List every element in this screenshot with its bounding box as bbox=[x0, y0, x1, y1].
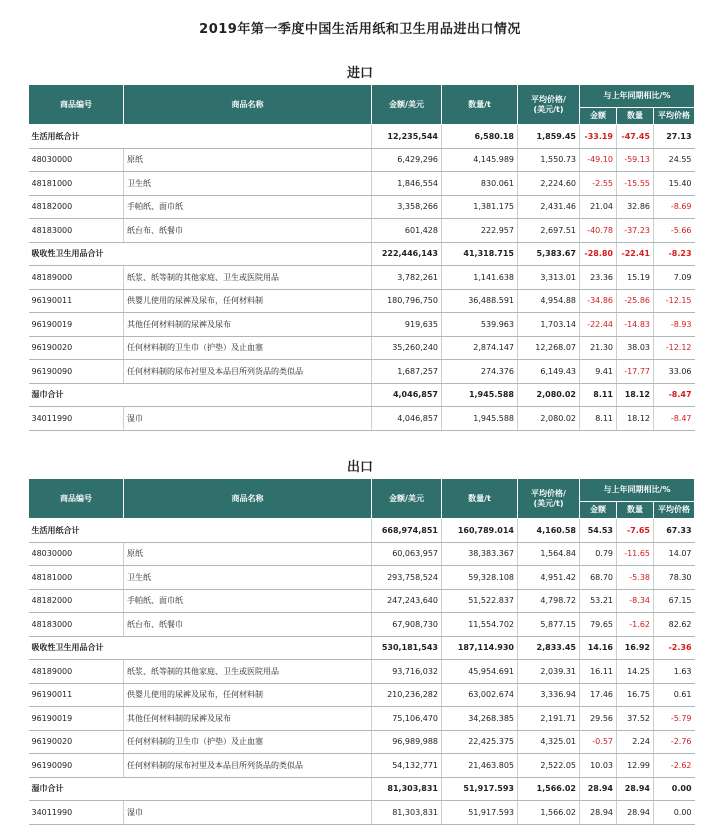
name-cell: 手帕纸、面巾纸 bbox=[124, 195, 372, 219]
name-cell: 原纸 bbox=[124, 148, 372, 172]
code-cell: 96190090 bbox=[29, 754, 124, 778]
yoy-qty-cell: 28.94 bbox=[617, 777, 654, 801]
amount-cell: 67,908,730 bbox=[372, 613, 442, 637]
yoy-amount-cell: 28.94 bbox=[580, 801, 617, 825]
yoy-price-cell: 7.09 bbox=[654, 266, 695, 290]
amount-cell: 35,260,240 bbox=[372, 336, 442, 360]
yoy-qty-cell: 12.99 bbox=[617, 754, 654, 778]
yoy-price-cell: -8.93 bbox=[654, 313, 695, 337]
name-cell: 卫生纸 bbox=[124, 172, 372, 196]
amount-cell: 4,046,857 bbox=[372, 407, 442, 431]
price-cell: 12,268.07 bbox=[518, 336, 580, 360]
yoy-qty-cell: 32.86 bbox=[617, 195, 654, 219]
yoy-amount-cell: 53.21 bbox=[580, 589, 617, 613]
table-row bbox=[29, 660, 695, 684]
yoy-amount-cell: 16.11 bbox=[580, 660, 617, 684]
amount-cell: 60,063,957 bbox=[372, 542, 442, 566]
price-cell: 4,954.88 bbox=[518, 289, 580, 313]
yoy-price-cell: 0.00 bbox=[654, 801, 695, 825]
table-row bbox=[29, 613, 695, 637]
yoy-price-cell: 27.13 bbox=[654, 125, 695, 149]
subtotal-label-cell: 生活用纸合计 bbox=[29, 125, 372, 149]
code-cell: 48181000 bbox=[29, 172, 124, 196]
table-row bbox=[29, 172, 695, 196]
amount-cell: 54,132,771 bbox=[372, 754, 442, 778]
qty-cell: 222.957 bbox=[442, 219, 518, 243]
yoy-qty-cell: -17.77 bbox=[617, 360, 654, 384]
name-cell: 任何材料制的卫生巾（护垫）及止血塞 bbox=[124, 730, 372, 754]
yoy-amount-cell: 23.36 bbox=[580, 266, 617, 290]
yoy-qty-cell: 38.03 bbox=[617, 336, 654, 360]
qty-cell: 160,789.014 bbox=[442, 519, 518, 543]
table-row bbox=[29, 148, 695, 172]
code-cell: 96190090 bbox=[29, 360, 124, 384]
name-cell: 纸浆、纸等制的其他家庭、卫生或医院用品 bbox=[124, 266, 372, 290]
yoy-qty-cell: 37.52 bbox=[617, 707, 654, 731]
subtotal-row bbox=[29, 519, 695, 543]
code-cell: 48183000 bbox=[29, 219, 124, 243]
header-amount: 金额/美元 bbox=[372, 85, 442, 125]
price-cell: 1,564.84 bbox=[518, 542, 580, 566]
price-cell: 2,431.46 bbox=[518, 195, 580, 219]
yoy-amount-cell: 21.04 bbox=[580, 195, 617, 219]
yoy-qty-cell: -5.38 bbox=[617, 566, 654, 590]
qty-cell: 1,141.638 bbox=[442, 266, 518, 290]
yoy-amount-cell: 79.65 bbox=[580, 613, 617, 637]
amount-cell: 601,428 bbox=[372, 219, 442, 243]
price-cell: 2,039.31 bbox=[518, 660, 580, 684]
qty-cell: 51,522.837 bbox=[442, 589, 518, 613]
code-cell: 48030000 bbox=[29, 542, 124, 566]
export-table bbox=[28, 478, 695, 825]
yoy-qty-cell: 14.25 bbox=[617, 660, 654, 684]
yoy-price-cell: -8.69 bbox=[654, 195, 695, 219]
price-cell: 1,703.14 bbox=[518, 313, 580, 337]
table-row bbox=[29, 407, 695, 431]
amount-cell: 3,358,266 bbox=[372, 195, 442, 219]
yoy-amount-cell: 10.03 bbox=[580, 754, 617, 778]
yoy-amount-cell: -22.44 bbox=[580, 313, 617, 337]
yoy-qty-cell: -11.65 bbox=[617, 542, 654, 566]
amount-cell: 1,846,554 bbox=[372, 172, 442, 196]
qty-cell: 6,580.18 bbox=[442, 125, 518, 149]
subtotal-label-cell: 湿巾合计 bbox=[29, 777, 372, 801]
price-cell: 2,833.45 bbox=[518, 636, 580, 660]
import-table bbox=[28, 84, 695, 431]
yoy-price-cell: -2.62 bbox=[654, 754, 695, 778]
yoy-qty-cell: 16.92 bbox=[617, 636, 654, 660]
name-cell: 纸台布、纸餐巾 bbox=[124, 219, 372, 243]
price-cell: 1,566.02 bbox=[518, 801, 580, 825]
header-qty: 数量/t bbox=[442, 479, 518, 519]
table-row bbox=[29, 801, 695, 825]
header-yoy-price: 平均价格 bbox=[654, 502, 695, 519]
yoy-amount-cell: -49.10 bbox=[580, 148, 617, 172]
code-cell: 34011990 bbox=[29, 801, 124, 825]
qty-cell: 22,425.375 bbox=[442, 730, 518, 754]
amount-cell: 919,635 bbox=[372, 313, 442, 337]
name-cell: 任何材料制的尿布衬里及本品目所列货品的类似品 bbox=[124, 360, 372, 384]
yoy-amount-cell: 28.94 bbox=[580, 777, 617, 801]
price-cell: 1,859.45 bbox=[518, 125, 580, 149]
yoy-price-cell: 33.06 bbox=[654, 360, 695, 384]
qty-cell: 41,318.715 bbox=[442, 242, 518, 266]
code-cell: 48182000 bbox=[29, 589, 124, 613]
qty-cell: 34,268.385 bbox=[442, 707, 518, 731]
yoy-qty-cell: -22.41 bbox=[617, 242, 654, 266]
table-row bbox=[29, 313, 695, 337]
yoy-amount-cell: 54.53 bbox=[580, 519, 617, 543]
price-cell: 4,325.01 bbox=[518, 730, 580, 754]
yoy-qty-cell: -47.45 bbox=[617, 125, 654, 149]
yoy-amount-cell: 8.11 bbox=[580, 407, 617, 431]
table-row bbox=[29, 542, 695, 566]
code-cell: 48182000 bbox=[29, 195, 124, 219]
section-title-export: 出口 bbox=[346, 460, 373, 475]
yoy-amount-cell: 8.11 bbox=[580, 383, 617, 407]
qty-cell: 11,554.702 bbox=[442, 613, 518, 637]
amount-cell: 293,758,524 bbox=[372, 566, 442, 590]
section-title-import: 进口 bbox=[346, 66, 373, 81]
header-yoy-qty: 数量 bbox=[617, 502, 654, 519]
code-cell: 48189000 bbox=[29, 266, 124, 290]
qty-cell: 274.376 bbox=[442, 360, 518, 384]
yoy-price-cell: 24.55 bbox=[654, 148, 695, 172]
price-cell: 5,877.15 bbox=[518, 613, 580, 637]
yoy-price-cell: -12.15 bbox=[654, 289, 695, 313]
yoy-qty-cell: 18.12 bbox=[617, 383, 654, 407]
qty-cell: 51,917.593 bbox=[442, 777, 518, 801]
qty-cell: 830.061 bbox=[442, 172, 518, 196]
yoy-qty-cell: -1.62 bbox=[617, 613, 654, 637]
yoy-price-cell: 15.40 bbox=[654, 172, 695, 196]
yoy-price-cell: -5.66 bbox=[654, 219, 695, 243]
yoy-qty-cell: 2.24 bbox=[617, 730, 654, 754]
yoy-price-cell: -8.47 bbox=[654, 407, 695, 431]
yoy-qty-cell: 15.19 bbox=[617, 266, 654, 290]
amount-cell: 4,046,857 bbox=[372, 383, 442, 407]
yoy-amount-cell: -0.57 bbox=[580, 730, 617, 754]
name-cell: 其他任何材料制的尿裤及尿布 bbox=[124, 707, 372, 731]
code-cell: 48189000 bbox=[29, 660, 124, 684]
header-price: 平均价格/ (美元/t) bbox=[518, 479, 580, 519]
price-cell: 2,080.02 bbox=[518, 383, 580, 407]
header-code: 商品编号 bbox=[29, 479, 124, 519]
code-cell: 48030000 bbox=[29, 148, 124, 172]
name-cell: 纸台布、纸餐巾 bbox=[124, 613, 372, 637]
header-yoy: 与上年同期相比/% bbox=[580, 85, 695, 108]
qty-cell: 38,383.367 bbox=[442, 542, 518, 566]
yoy-qty-cell: -25.86 bbox=[617, 289, 654, 313]
header-code: 商品编号 bbox=[29, 85, 124, 125]
price-cell: 1,550.73 bbox=[518, 148, 580, 172]
price-cell: 2,080.02 bbox=[518, 407, 580, 431]
yoy-qty-cell: -8.34 bbox=[617, 589, 654, 613]
yoy-qty-cell: -14.83 bbox=[617, 313, 654, 337]
yoy-price-cell: 82.62 bbox=[654, 613, 695, 637]
price-cell: 3,313.01 bbox=[518, 266, 580, 290]
qty-cell: 1,945.588 bbox=[442, 383, 518, 407]
subtotal-row bbox=[29, 125, 695, 149]
yoy-price-cell: -2.76 bbox=[654, 730, 695, 754]
price-cell: 4,160.58 bbox=[518, 519, 580, 543]
yoy-amount-cell: -28.80 bbox=[580, 242, 617, 266]
header-amount: 金额/美元 bbox=[372, 479, 442, 519]
name-cell: 任何材料制的尿布衬里及本品目所列货品的类似品 bbox=[124, 754, 372, 778]
qty-cell: 2,874.147 bbox=[442, 336, 518, 360]
yoy-amount-cell: -33.19 bbox=[580, 125, 617, 149]
qty-cell: 539.963 bbox=[442, 313, 518, 337]
yoy-amount-cell: -2.55 bbox=[580, 172, 617, 196]
amount-cell: 81,303,831 bbox=[372, 801, 442, 825]
name-cell: 供婴儿使用的尿裤及尿布，任何材料制 bbox=[124, 683, 372, 707]
subtotal-label-cell: 生活用纸合计 bbox=[29, 519, 372, 543]
price-cell: 4,951.42 bbox=[518, 566, 580, 590]
yoy-amount-cell: -40.78 bbox=[580, 219, 617, 243]
qty-cell: 1,381.175 bbox=[442, 195, 518, 219]
qty-cell: 1,945.588 bbox=[442, 407, 518, 431]
yoy-amount-cell: -34.86 bbox=[580, 289, 617, 313]
name-cell: 湿巾 bbox=[124, 407, 372, 431]
qty-cell: 59,328.108 bbox=[442, 566, 518, 590]
qty-cell: 4,145.989 bbox=[442, 148, 518, 172]
amount-cell: 222,446,143 bbox=[372, 242, 442, 266]
amount-cell: 96,989,988 bbox=[372, 730, 442, 754]
subtotal-label-cell: 吸收性卫生用品合计 bbox=[29, 636, 372, 660]
subtotal-row bbox=[29, 383, 695, 407]
amount-cell: 81,303,831 bbox=[372, 777, 442, 801]
table-row bbox=[29, 683, 695, 707]
table-row bbox=[29, 360, 695, 384]
code-cell: 96190020 bbox=[29, 730, 124, 754]
code-cell: 48181000 bbox=[29, 566, 124, 590]
yoy-price-cell: -5.79 bbox=[654, 707, 695, 731]
price-cell: 2,522.05 bbox=[518, 754, 580, 778]
price-cell: 4,798.72 bbox=[518, 589, 580, 613]
yoy-price-cell: 1.63 bbox=[654, 660, 695, 684]
yoy-price-cell: -12.12 bbox=[654, 336, 695, 360]
yoy-amount-cell: 9.41 bbox=[580, 360, 617, 384]
name-cell: 手帕纸、面巾纸 bbox=[124, 589, 372, 613]
yoy-price-cell: 67.33 bbox=[654, 519, 695, 543]
qty-cell: 45,954.691 bbox=[442, 660, 518, 684]
name-cell: 原纸 bbox=[124, 542, 372, 566]
header-name: 商品名称 bbox=[124, 479, 372, 519]
amount-cell: 180,796,750 bbox=[372, 289, 442, 313]
header-yoy-amount: 金额 bbox=[580, 108, 617, 125]
table-row bbox=[29, 730, 695, 754]
yoy-amount-cell: 0.79 bbox=[580, 542, 617, 566]
price-cell: 2,224.60 bbox=[518, 172, 580, 196]
amount-cell: 6,429,296 bbox=[372, 148, 442, 172]
amount-cell: 12,235,544 bbox=[372, 125, 442, 149]
name-cell: 纸浆、纸等制的其他家庭、卫生或医院用品 bbox=[124, 660, 372, 684]
code-cell: 96190019 bbox=[29, 707, 124, 731]
subtotal-row bbox=[29, 777, 695, 801]
code-cell: 96190020 bbox=[29, 336, 124, 360]
yoy-qty-cell: 28.94 bbox=[617, 801, 654, 825]
amount-cell: 210,236,282 bbox=[372, 683, 442, 707]
code-cell: 96190011 bbox=[29, 683, 124, 707]
subtotal-row bbox=[29, 636, 695, 660]
price-cell: 1,566.02 bbox=[518, 777, 580, 801]
yoy-qty-cell: -7.65 bbox=[617, 519, 654, 543]
header-yoy-qty: 数量 bbox=[617, 108, 654, 125]
name-cell: 湿巾 bbox=[124, 801, 372, 825]
table-row bbox=[29, 589, 695, 613]
header-name: 商品名称 bbox=[124, 85, 372, 125]
yoy-price-cell: 14.07 bbox=[654, 542, 695, 566]
yoy-price-cell: 78.30 bbox=[654, 566, 695, 590]
header-yoy: 与上年同期相比/% bbox=[580, 479, 695, 502]
yoy-amount-cell: 21.30 bbox=[580, 336, 617, 360]
amount-cell: 530,181,543 bbox=[372, 636, 442, 660]
price-cell: 6,149.43 bbox=[518, 360, 580, 384]
yoy-qty-cell: -37.23 bbox=[617, 219, 654, 243]
table-row bbox=[29, 195, 695, 219]
subtotal-label-cell: 吸收性卫生用品合计 bbox=[29, 242, 372, 266]
yoy-qty-cell: 16.75 bbox=[617, 683, 654, 707]
code-cell: 34011990 bbox=[29, 407, 124, 431]
yoy-amount-cell: 29.56 bbox=[580, 707, 617, 731]
yoy-qty-cell: -15.55 bbox=[617, 172, 654, 196]
table-row bbox=[29, 289, 695, 313]
page-title: 2019年第一季度中国生活用纸和卫生用品进出口情况 bbox=[199, 22, 521, 37]
yoy-amount-cell: 17.46 bbox=[580, 683, 617, 707]
name-cell: 供婴儿使用的尿裤及尿布，任何材料制 bbox=[124, 289, 372, 313]
qty-cell: 51,917.593 bbox=[442, 801, 518, 825]
header-price: 平均价格/ (美元/t) bbox=[518, 85, 580, 125]
amount-cell: 247,243,640 bbox=[372, 589, 442, 613]
qty-cell: 187,114.930 bbox=[442, 636, 518, 660]
name-cell: 其他任何材料制的尿裤及尿布 bbox=[124, 313, 372, 337]
code-cell: 48183000 bbox=[29, 613, 124, 637]
yoy-amount-cell: 14.16 bbox=[580, 636, 617, 660]
yoy-qty-cell: 18.12 bbox=[617, 407, 654, 431]
table-row bbox=[29, 707, 695, 731]
yoy-price-cell: -8.23 bbox=[654, 242, 695, 266]
price-cell: 2,697.51 bbox=[518, 219, 580, 243]
yoy-qty-cell: -59.13 bbox=[617, 148, 654, 172]
table-row bbox=[29, 566, 695, 590]
subtotal-label-cell: 湿巾合计 bbox=[29, 383, 372, 407]
table-row bbox=[29, 336, 695, 360]
table-row bbox=[29, 266, 695, 290]
amount-cell: 3,782,261 bbox=[372, 266, 442, 290]
price-cell: 2,191.71 bbox=[518, 707, 580, 731]
amount-cell: 93,716,032 bbox=[372, 660, 442, 684]
yoy-price-cell: -8.47 bbox=[654, 383, 695, 407]
yoy-price-cell: 0.61 bbox=[654, 683, 695, 707]
amount-cell: 75,106,470 bbox=[372, 707, 442, 731]
amount-cell: 1,687,257 bbox=[372, 360, 442, 384]
subtotal-row bbox=[29, 242, 695, 266]
code-cell: 96190011 bbox=[29, 289, 124, 313]
header-yoy-amount: 金额 bbox=[580, 502, 617, 519]
yoy-price-cell: 0.00 bbox=[654, 777, 695, 801]
header-qty: 数量/t bbox=[442, 85, 518, 125]
price-cell: 5,383.67 bbox=[518, 242, 580, 266]
name-cell: 卫生纸 bbox=[124, 566, 372, 590]
name-cell: 任何材料制的卫生巾（护垫）及止血塞 bbox=[124, 336, 372, 360]
table-row bbox=[29, 754, 695, 778]
price-cell: 3,336.94 bbox=[518, 683, 580, 707]
qty-cell: 36,488.591 bbox=[442, 289, 518, 313]
qty-cell: 63,002.674 bbox=[442, 683, 518, 707]
yoy-price-cell: -2.36 bbox=[654, 636, 695, 660]
amount-cell: 668,974,851 bbox=[372, 519, 442, 543]
yoy-price-cell: 67.15 bbox=[654, 589, 695, 613]
table-row bbox=[29, 219, 695, 243]
yoy-amount-cell: 68.70 bbox=[580, 566, 617, 590]
header-yoy-price: 平均价格 bbox=[654, 108, 695, 125]
qty-cell: 21,463.805 bbox=[442, 754, 518, 778]
code-cell: 96190019 bbox=[29, 313, 124, 337]
